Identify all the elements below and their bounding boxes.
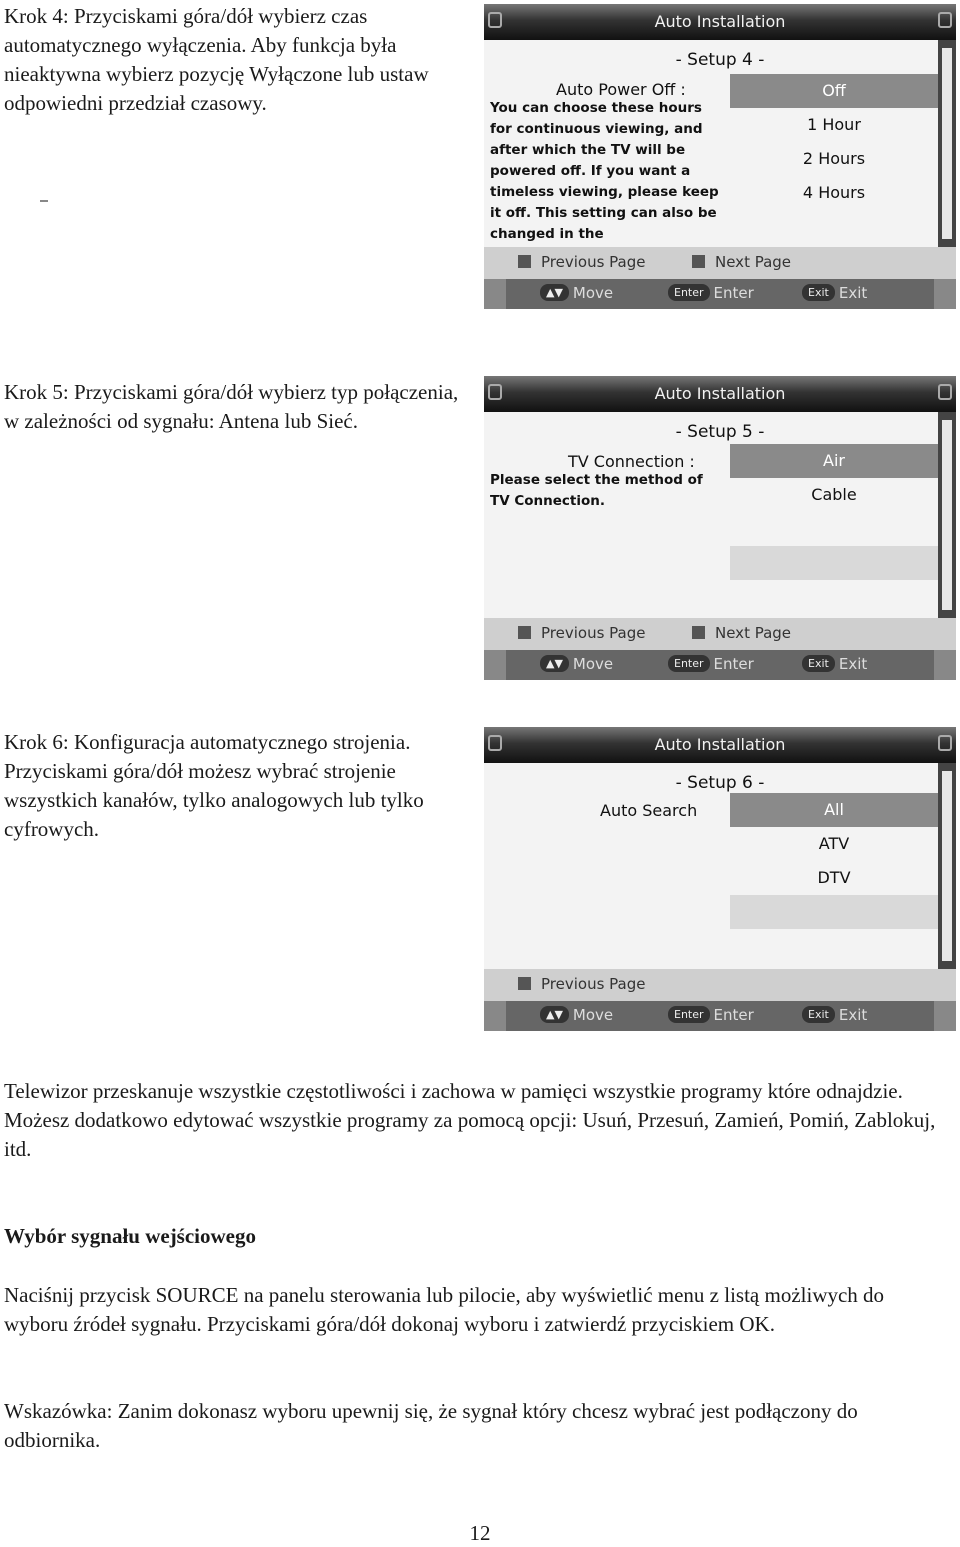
arrow-keys-icon: ▲▼ bbox=[540, 655, 569, 672]
screen-title: Auto Installation bbox=[654, 735, 786, 754]
enter-hint: Enter Enter bbox=[668, 284, 754, 302]
enter-hint: Enter Enter bbox=[668, 1006, 754, 1024]
option-dtv[interactable]: DTV bbox=[817, 868, 851, 887]
title-bar bbox=[484, 727, 956, 763]
move-hint: ▲▼ Move bbox=[540, 655, 613, 673]
source-paragraph: Naciśnij przycisk SOURCE na panelu sterowania lub pilocie, aby wyświetlić menu z listą możliwych do wyboru źródeł sygnału. Przyciskami góra/dół dokonaj wyboru i zatwierdź przyciskiem OK. bbox=[4, 1283, 885, 1336]
exit-key-icon: Exit bbox=[802, 1006, 835, 1023]
option-atv[interactable]: ATV bbox=[818, 834, 850, 853]
step-5-text: Krok 5: Przyciskami góra/dół wybierz typ połączenia, w zależności od sygnału: Antena lub Sieć. bbox=[4, 380, 459, 433]
section-heading: Wybór sygnału wejściowego bbox=[4, 1224, 256, 1248]
previous-page-button[interactable]: Previous Page bbox=[518, 975, 645, 993]
option-all[interactable]: All bbox=[730, 793, 938, 827]
option-cable[interactable]: Cable bbox=[811, 485, 857, 504]
option-list bbox=[730, 444, 938, 580]
enter-hint: Enter Enter bbox=[668, 655, 754, 673]
next-page-button[interactable]: Next Page bbox=[692, 624, 791, 642]
setup-step: - Setup 6 - bbox=[675, 773, 765, 793]
scan-paragraph: Telewizor przeskanuje wszystkie częstotliwości i zachowa w pamięci wszystkie programy które odnajdzie. Możesz dodatkowo edytować wszystkie programy za pomocą opcji: Usuń, Przesuń, Zamień, Pomiń, Zablokuj, itd. bbox=[4, 1079, 936, 1161]
screen-title: Auto Installation bbox=[654, 12, 786, 31]
key-hints bbox=[484, 650, 956, 680]
option-description: Please select the method of TV Connection. bbox=[490, 472, 703, 509]
title-bar bbox=[484, 376, 956, 412]
setup-5-screen bbox=[484, 376, 956, 680]
option-label: Auto Power Off : bbox=[556, 80, 686, 99]
option-off[interactable]: Off bbox=[730, 74, 938, 108]
exit-key-icon: Exit bbox=[802, 284, 835, 301]
red-square-icon bbox=[518, 255, 531, 268]
step-6-text: Krok 6: Konfiguracja automatycznego strojenia. Przyciskami góra/dół możesz wybrać strojenie wszystkich kanałów, tylko analogowych lub tylko cyfrowych. bbox=[4, 730, 424, 841]
move-hint: ▲▼ Move bbox=[540, 284, 613, 302]
next-page-button[interactable]: Next Page bbox=[692, 253, 791, 271]
option-air[interactable]: Air bbox=[730, 444, 938, 478]
option-description: You can choose these hours for continuous viewing, and after which the TV will be powered off. If you want a timeless viewing, please keep it off. This setting can also be changed in the bbox=[490, 100, 719, 242]
page-nav bbox=[484, 247, 956, 279]
exit-key-icon: Exit bbox=[802, 655, 835, 672]
option-label: TV Connection : bbox=[568, 452, 695, 471]
previous-page-button[interactable]: Previous Page bbox=[518, 253, 645, 271]
scrollbar[interactable] bbox=[938, 40, 956, 247]
hint-paragraph: Wskazówka: Zanim dokonasz wyboru upewnij się, że sygnał który chcesz wybrać jest podłączony do odbiornika. bbox=[4, 1399, 858, 1452]
stray-mark bbox=[40, 200, 48, 202]
page-nav bbox=[484, 969, 956, 1001]
setup-step: - Setup 5 - bbox=[675, 422, 765, 442]
option-list bbox=[730, 74, 938, 210]
page-number: 12 bbox=[469, 1521, 491, 1545]
arrow-keys-icon: ▲▼ bbox=[540, 1006, 569, 1023]
move-hint: ▲▼ Move bbox=[540, 1006, 613, 1024]
key-hints bbox=[484, 279, 956, 309]
red-square-icon bbox=[518, 977, 531, 990]
scrollbar[interactable] bbox=[938, 412, 956, 618]
previous-page-button[interactable]: Previous Page bbox=[518, 624, 645, 642]
step-4-text: Krok 4: Przyciskami góra/dół wybierz czas automatycznego wyłączenia. Aby funkcja była nieaktywna wybierz pozycję Wyłączone lub ustaw odpowiedni przedział czasowy. bbox=[4, 4, 429, 115]
title-bar bbox=[484, 4, 956, 40]
setup-6-screen bbox=[484, 727, 956, 1031]
arrow-keys-icon: ▲▼ bbox=[540, 284, 569, 301]
green-square-icon bbox=[692, 626, 705, 639]
enter-key-icon: Enter bbox=[668, 1006, 710, 1023]
exit-hint: Exit Exit bbox=[802, 1006, 867, 1024]
screen-title: Auto Installation bbox=[654, 384, 786, 403]
green-square-icon bbox=[692, 255, 705, 268]
setup-step: - Setup 4 - bbox=[675, 50, 765, 70]
enter-key-icon: Enter bbox=[668, 655, 710, 672]
exit-hint: Exit Exit bbox=[802, 284, 867, 302]
option-2-hours[interactable]: 2 Hours bbox=[802, 149, 866, 168]
setup-4-screen bbox=[484, 4, 956, 309]
enter-key-icon: Enter bbox=[668, 284, 710, 301]
scrollbar[interactable] bbox=[938, 763, 956, 969]
red-square-icon bbox=[518, 626, 531, 639]
key-hints bbox=[484, 1001, 956, 1031]
option-1-hour[interactable]: 1 Hour bbox=[807, 115, 861, 134]
page-nav bbox=[484, 618, 956, 650]
exit-hint: Exit Exit bbox=[802, 655, 867, 673]
option-list bbox=[730, 793, 938, 929]
option-4-hours[interactable]: 4 Hours bbox=[802, 183, 866, 202]
option-label: Auto Search bbox=[600, 801, 698, 820]
